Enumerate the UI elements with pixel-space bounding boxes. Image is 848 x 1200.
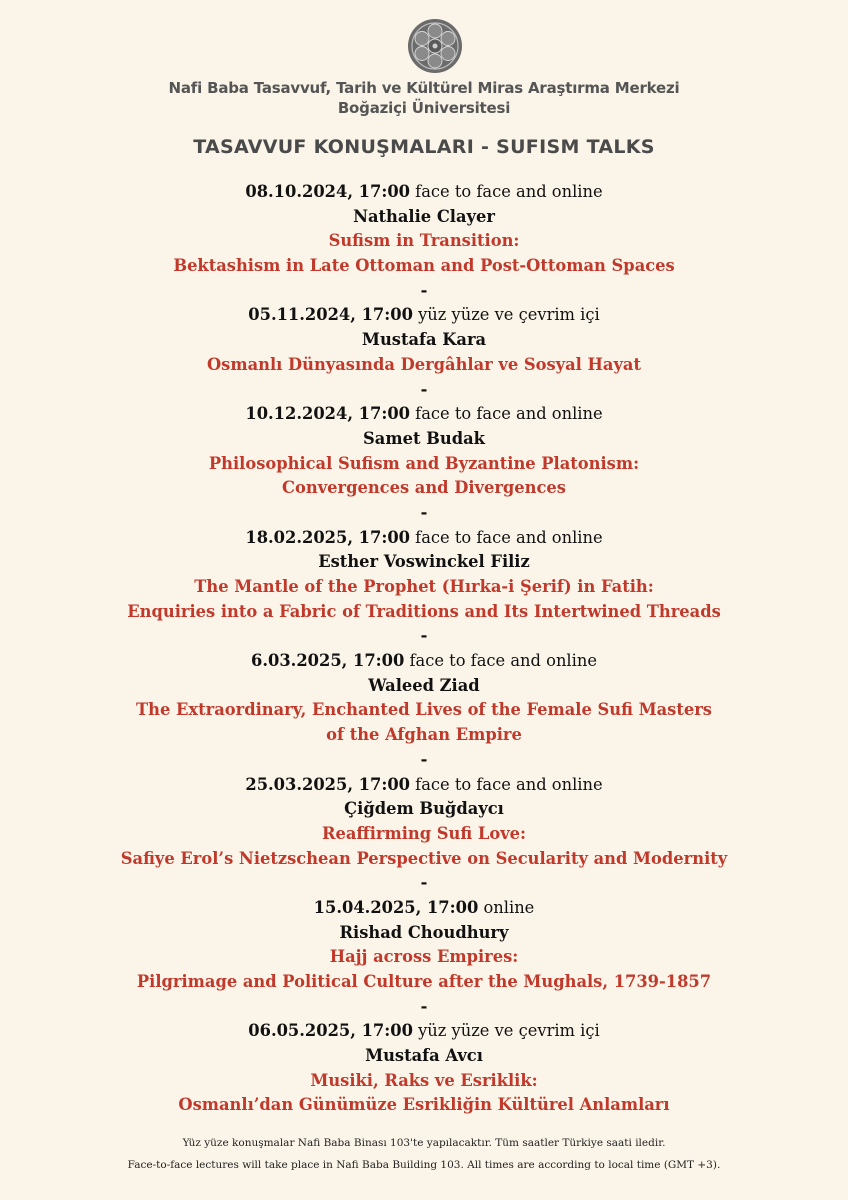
event-separator: - [420, 280, 428, 300]
event-title-line: Hajj across Empires: [329, 947, 519, 967]
event-mode: face to face and online [410, 527, 603, 547]
event-datetime: 08.10.2024, 17:00 [245, 182, 410, 201]
event-title-line: Osmanlı’dan Günümüze Esrikliğin Kültürel Anlamları [178, 1095, 670, 1115]
event-separator: - [420, 873, 428, 893]
event-datetime: 18.02.2025, 17:00 [245, 527, 410, 547]
event-title-line: The Extraordinary, Enchanted Lives of the Female Sufi Masters [136, 700, 712, 720]
event-speaker: Çiğdem Buğdaycı [344, 799, 504, 819]
event-mode: face to face and online [404, 651, 597, 671]
rosette-logo-icon [407, 18, 463, 74]
event-mode: face to face and online [410, 774, 603, 794]
event-date-line [0, 896, 848, 921]
event-speaker: Esther Voswinckel Filiz [318, 552, 530, 572]
event-date-line [0, 773, 848, 798]
event-title-line: Philosophical Sufism and Byzantine Platonism: [208, 453, 640, 473]
event-datetime: 15.04.2025, 17:00 [313, 897, 479, 917]
event-speaker: Nathalie Clayer [353, 206, 495, 226]
event-datetime: 06.05.2025, 17:00 [248, 1021, 413, 1041]
event-date-line [0, 303, 848, 328]
event-separator: - [420, 749, 428, 769]
event-speaker: Mustafa Kara [361, 330, 487, 350]
event-datetime: 25.03.2025, 17:00 [245, 774, 410, 794]
event-date-line [0, 1019, 848, 1044]
university-name: Boğaziçi Üniversitesi [337, 99, 511, 117]
event-date-line [0, 526, 848, 551]
event-separator: - [420, 379, 428, 399]
event-mode: yüz yüze ve çevrim içi [412, 1021, 600, 1041]
event-title-line: Reaffirming Sufi Love: [321, 823, 527, 843]
event-datetime: 6.03.2025, 17:00 [251, 651, 405, 671]
note-turkish: Yüz yüze konuşmalar Nafi Baba Binası 103'te yapılacaktır. Tüm saatler Türkiye saati iledir. [182, 1137, 666, 1149]
event-title-line: Convergences and Divergences [282, 478, 566, 498]
footer-notes [0, 1132, 848, 1176]
event-mode: face to face and online [410, 404, 603, 424]
event-title-line: of the Afghan Empire [326, 725, 522, 745]
event-title-line: Enquiries into a Fabric of Traditions and Its Intertwined Threads [127, 601, 721, 621]
event-mode: face to face and online [410, 182, 603, 201]
org-name: Nafi Baba Tasavvuf, Tarih ve Kültürel Miras Araştırma Merkezi [168, 79, 680, 97]
series-title: TASAVVUF KONUŞMALARI - SUFISM TALKS [193, 136, 655, 158]
event-title-line: Sufism in Transition: [328, 231, 520, 251]
event-separator: - [420, 996, 428, 1016]
event-speaker: Waleed Ziad [368, 675, 480, 695]
event-date-line [0, 649, 848, 674]
event-title-line: The Mantle of the Prophet (Hırka-i Şerif) in Fatih: [194, 577, 654, 596]
note-english: Face-to-face lectures will take place in Nafi Baba Building 103. All times are according to local time (GMT +3). [127, 1159, 721, 1171]
event-date-line [0, 180, 848, 205]
event-date-line [0, 402, 848, 427]
event-separator: - [420, 626, 428, 646]
event-mode: yüz yüze ve çevrim içi [412, 305, 600, 325]
event-speaker: Mustafa Avcı [365, 1046, 483, 1066]
event-speaker: Samet Budak [363, 428, 485, 448]
event-title-line: Pilgrimage and Political Culture after the Mughals, 1739-1857 [136, 972, 712, 991]
event-title-line: Safiye Erol’s Nietzschean Perspective on Secularity and Modernity [120, 848, 728, 868]
event-list [0, 180, 848, 1118]
event-title-line: Osmanlı Dünyasında Dergâhlar ve Sosyal Hayat [207, 354, 641, 374]
event-title-line: Bektashism in Late Ottoman and Post-Ottoman Spaces [173, 256, 675, 276]
event-datetime: 05.11.2024, 17:00 [248, 305, 413, 325]
event-title-line: Musiki, Raks ve Esriklik: [310, 1070, 538, 1090]
event-mode: online [478, 897, 535, 917]
event-separator: - [420, 502, 428, 522]
event-datetime: 10.12.2024, 17:00 [245, 404, 410, 424]
event-speaker: Rishad Choudhury [339, 922, 509, 942]
